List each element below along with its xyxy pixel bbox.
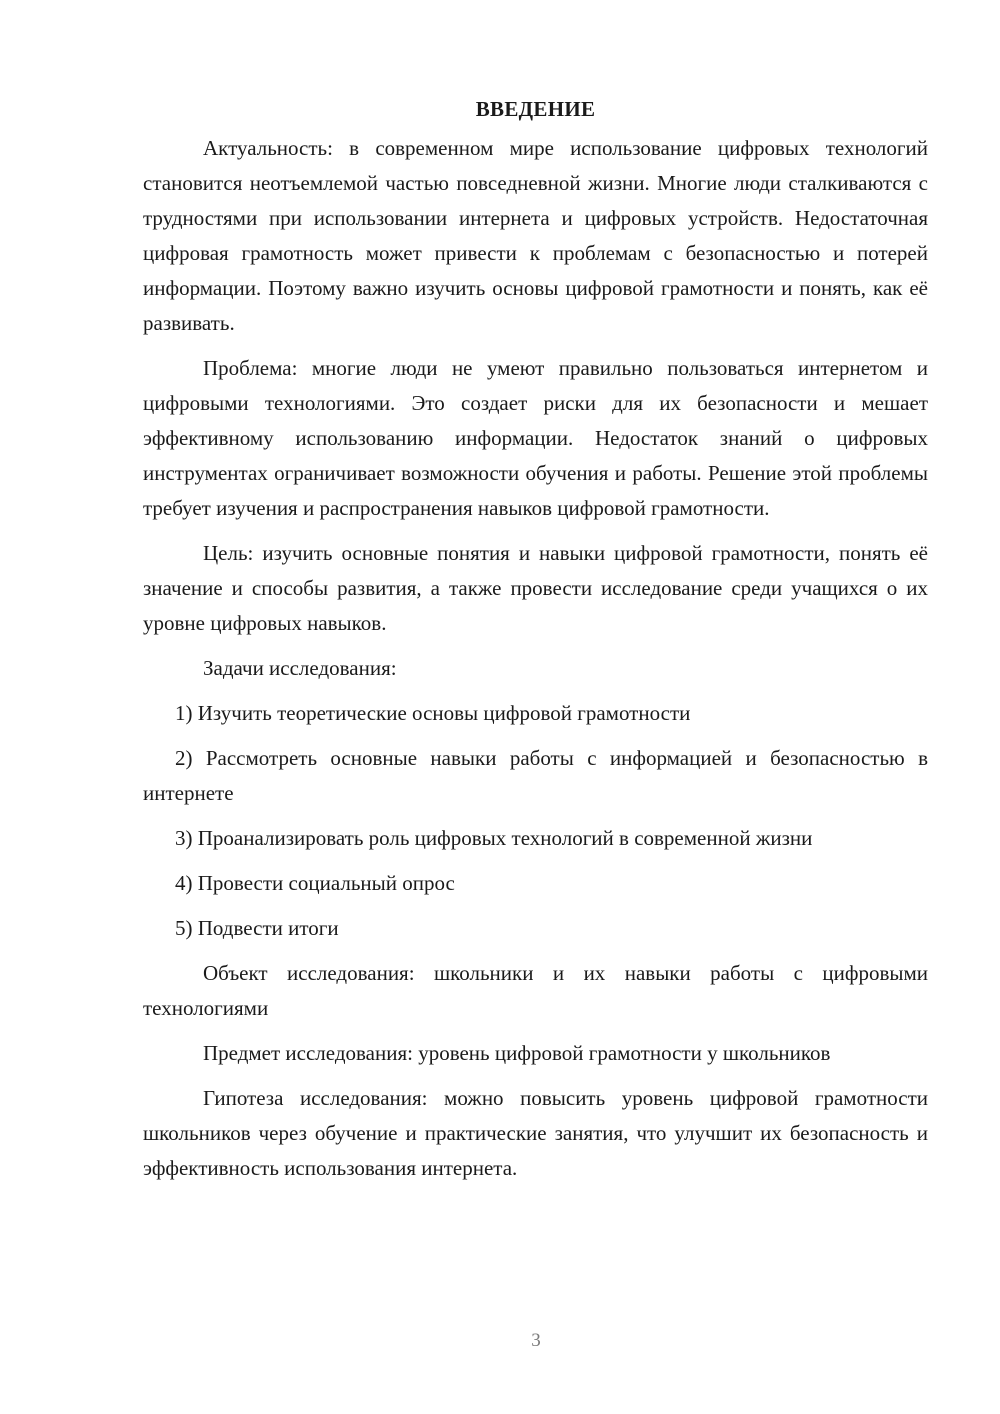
- goal-paragraph: Цель: изучить основные понятия и навыки цифровой грамотности, понять её значение и способы развития, а также провести исследование среди учащихся о их уровне цифровых навыков.: [143, 541, 928, 635]
- object-paragraph: Объект исследования: школьники и их навыки работы с цифровыми технологиями: [143, 961, 928, 1020]
- task-item-3: 3) Проанализировать роль цифровых технологий в современной жизни: [175, 826, 813, 850]
- task-item-2: 2) Рассмотреть основные навыки работы с информацией и безопасностью в интернете: [143, 746, 928, 805]
- task-item-1: 1) Изучить теоретические основы цифровой грамотности: [175, 701, 691, 725]
- task-item-5: 5) Подвести итоги: [175, 916, 339, 940]
- document-page: [143, 92, 928, 1186]
- hypothesis-paragraph: Гипотеза исследования: можно повысить уровень цифровой грамотности школьников через обучение и практические занятия, что улучшит их безопасность и эффективность использования интернета.: [143, 1086, 928, 1180]
- section-heading: ВВЕДЕНИЕ: [475, 97, 596, 121]
- page-number: 3: [531, 1330, 541, 1351]
- tasks-title: Задачи исследования:: [203, 656, 397, 680]
- task-item-4: 4) Провести социальный опрос: [175, 871, 455, 895]
- subject-paragraph: Предмет исследования: уровень цифровой грамотности у школьников: [203, 1041, 831, 1065]
- relevance-paragraph: Актуальность: в современном мире использование цифровых технологий становится неотъемлемой частью повседневной жизни. Многие люди сталкиваются с трудностями при использовании интернета и цифровых устройств. Недостаточная цифровая грамотность может привести к проблемам с безопасностью и потерей информации. Поэтому важно изучить основы цифровой грамотности и понять, как её развивать.: [143, 136, 928, 335]
- problem-paragraph: Проблема: многие люди не умеют правильно пользоваться интернетом и цифровыми технологиями. Это создает риски для их безопасности и мешает эффективному использованию информации. Недостаток знаний о цифровых инструментах ограничивает возможности обучения и работы. Решение этой проблемы требует изучения и распространения навыков цифровой грамотности.: [143, 356, 928, 520]
